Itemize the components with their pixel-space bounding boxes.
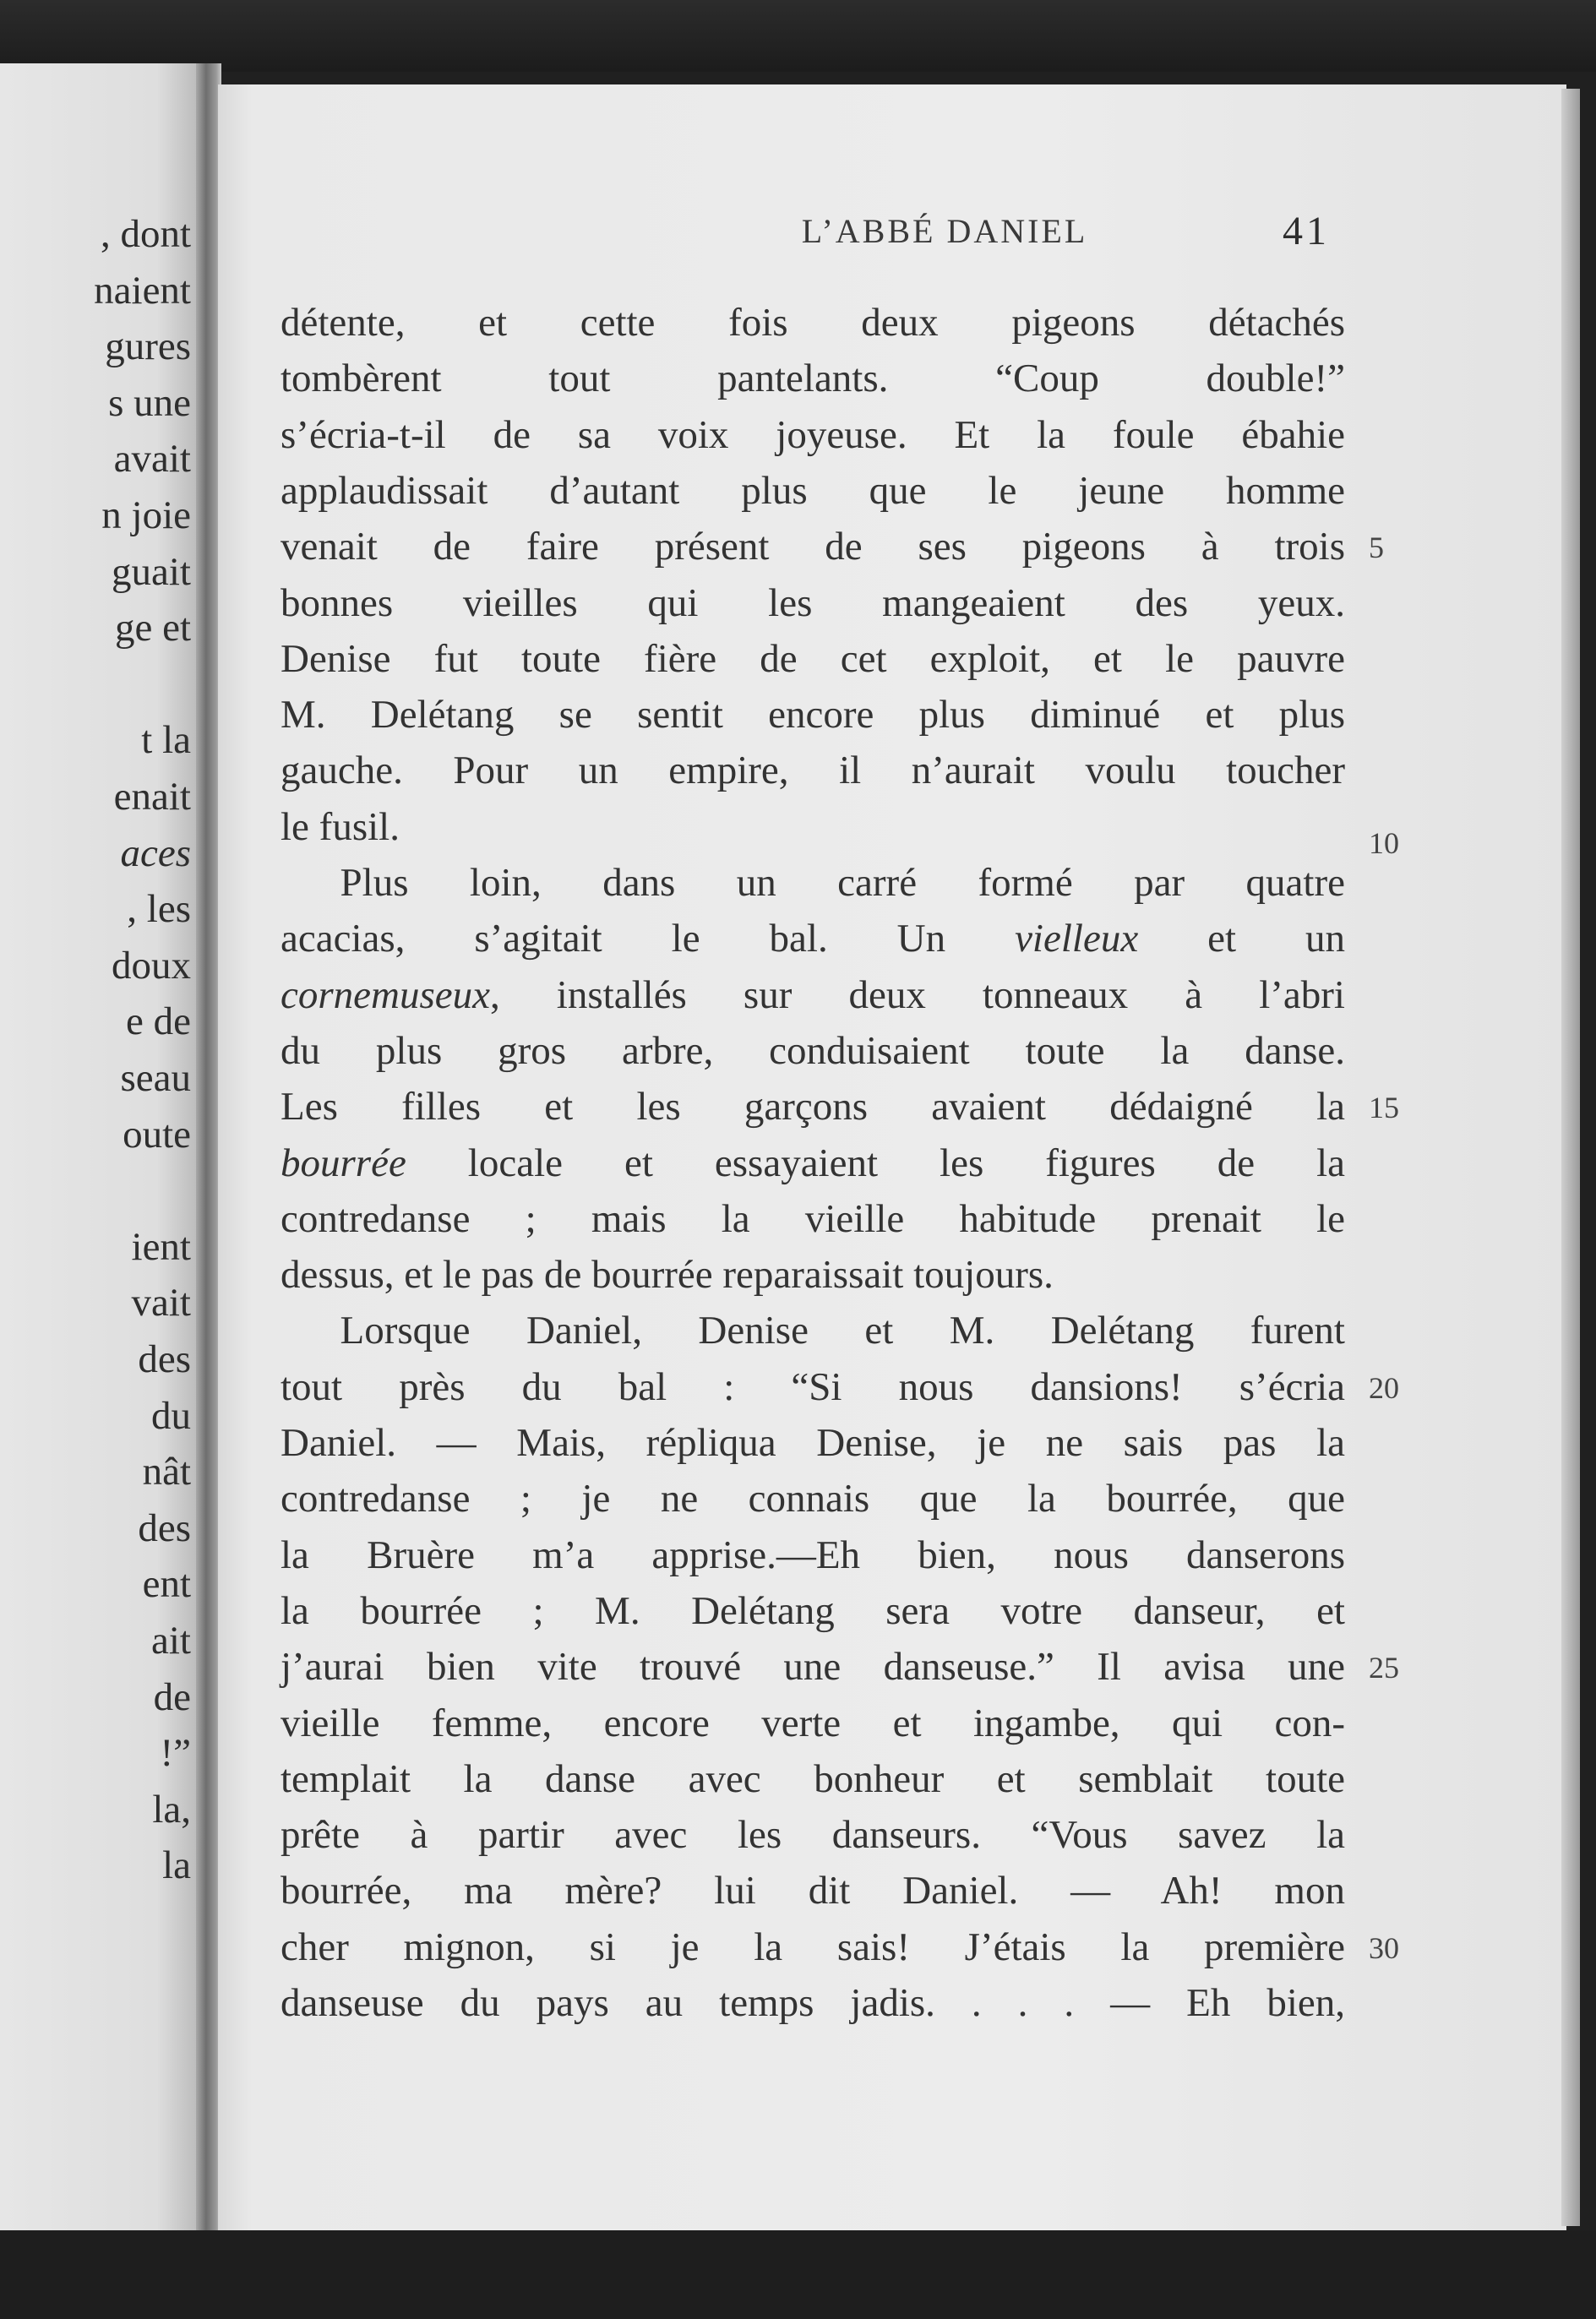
text-line: [281, 353, 1345, 404]
text-segment: détente, et cette fois deux pigeons détachés: [281, 301, 1345, 345]
text-segment: j’aurai bien vite trouvé une danseuse.” Il avisa une: [281, 1645, 1345, 1690]
left-page-line: des: [138, 1505, 191, 1550]
left-page-line: !”: [160, 1731, 191, 1776]
text-segment: du plus gros arbre, conduisaient toute la danse.: [281, 1028, 1345, 1073]
text-line: [281, 297, 1345, 348]
left-page-line: guait: [112, 549, 191, 594]
left-page-line: avait: [113, 437, 191, 482]
text-segment: Denise fut toute fière de cet exploit, et le pauvre: [281, 636, 1345, 681]
line-number: 30: [1369, 1930, 1399, 1965]
text-segment: cher mignon, si je la sais! J’étais la première: [281, 1924, 1345, 1969]
scan-background-bottom: [0, 2230, 1596, 2319]
text-segment: prête à partir avec les danseurs. “Vous savez la: [281, 1813, 1345, 1858]
text-line: [281, 578, 1345, 629]
text-segment: bonnes vieilles qui les mangeaient des yeux.: [281, 580, 1345, 625]
text-line: [281, 1922, 1345, 1973]
left-page-line: seau: [120, 1056, 191, 1100]
text-segment: dessus, et le pas de bourrée reparaissait toujours.: [281, 1253, 1054, 1298]
text-line: [281, 689, 1345, 740]
text-segment: M. Delétang se sentit encore plus diminué et plus: [281, 693, 1345, 738]
left-page-line: vait: [131, 1281, 191, 1326]
text-segment: Daniel. — Mais, répliqua Denise, je ne sais pas la: [281, 1421, 1345, 1465]
text-segment: applaudissait d’autant plus que le jeune homme: [281, 468, 1345, 513]
text-segment: venait de faire présent de ses pigeons à trois: [281, 525, 1345, 569]
left-page-line: n joie: [101, 493, 191, 537]
text-line: [281, 970, 1345, 1021]
left-page-line: des: [138, 1337, 191, 1381]
left-page-line: la: [162, 1843, 191, 1888]
text-line: [281, 1362, 1345, 1413]
left-page-line: la,: [152, 1787, 191, 1832]
text-segment: le fusil.: [281, 804, 400, 849]
text-line: [281, 634, 1345, 684]
text-line: [281, 1810, 1345, 1860]
text-line: [281, 913, 1345, 964]
text-segment: gauche. Pour un empire, il n’aurait voulu toucher: [281, 749, 1345, 793]
left-page-line: gures: [105, 324, 191, 369]
text-line: [281, 745, 1345, 796]
text-line: [281, 1249, 1345, 1300]
left-page-line: naient: [94, 268, 191, 313]
text-segment: danseuse du pays au temps jadis. . . . — Eh bien,: [281, 1981, 1345, 2025]
text-segment: la bourrée ; M. Delétang sera votre danseur, et: [281, 1588, 1345, 1633]
text-line: [281, 1081, 1345, 1132]
left-page-line: e de: [126, 999, 191, 1044]
text-segment: bourrée, ma mère? lui dit Daniel. — Ah! mon: [281, 1869, 1345, 1913]
italic-text: cornemuseux: [281, 972, 490, 1017]
text-line: [281, 1305, 1345, 1356]
left-page-line: aces: [120, 830, 191, 875]
text-segment: Lorsque Daniel, Denise et M. Delétang furent: [281, 1309, 1345, 1353]
text-line: [281, 857, 1345, 908]
right-page: [218, 84, 1566, 2230]
text-segment: s’écria-t-il de sa voix joyeuse. Et la foule ébahie: [281, 412, 1345, 457]
text-line: [281, 1530, 1345, 1581]
left-page-line: nât: [142, 1450, 191, 1494]
text-line: [281, 1026, 1345, 1076]
text-segment: tombèrent tout pantelants. “Coup double!”: [281, 357, 1345, 401]
text-segment: et un: [1138, 917, 1345, 961]
text-segment: tout près du bal : “Si nous dansions! s’écria: [281, 1364, 1345, 1409]
text-line: [281, 1754, 1345, 1805]
left-page-line: oute: [123, 1112, 191, 1157]
text-line: [281, 1698, 1345, 1749]
running-head: L’ABBÉ DANIEL: [801, 212, 1088, 250]
text-line: [281, 410, 1345, 460]
text-segment: , installés sur deux tonneaux à l’abri: [489, 972, 1345, 1017]
text-segment: vieille femme, encore verte et ingambe, qui con-: [281, 1701, 1345, 1745]
text-line: [281, 1194, 1345, 1244]
left-page-line: enait: [113, 775, 191, 819]
left-page-line: du: [151, 1393, 191, 1438]
left-page-fragment: [0, 63, 196, 2235]
left-page-line: de: [153, 1674, 191, 1719]
text-segment: contredanse ; mais la vieille habitude prenait le: [281, 1196, 1345, 1241]
text-line: [281, 1586, 1345, 1636]
text-line: [281, 1138, 1345, 1189]
text-line: [281, 465, 1345, 516]
left-page-line: t la: [141, 718, 191, 763]
page-edge: [1561, 89, 1580, 2226]
left-page-line: ent: [142, 1562, 191, 1607]
page-number: 41: [1283, 209, 1330, 253]
text-line: [281, 1473, 1345, 1524]
left-page-line: ge et: [114, 606, 191, 651]
text-segment: Plus loin, dans un carré formé par quatre: [281, 861, 1345, 905]
text-line: [281, 521, 1345, 572]
left-page-line: doux: [112, 943, 191, 988]
line-number: 20: [1369, 1370, 1399, 1405]
text-segment: locale et essayaient les figures de la: [406, 1140, 1345, 1185]
text-segment: Les filles et les garçons avaient dédaigné la: [281, 1085, 1345, 1130]
italic-text: vielleux: [1015, 917, 1139, 961]
left-page-line: s une: [108, 380, 191, 425]
text-segment: acacias, s’agitait le bal. Un: [281, 917, 1016, 961]
text-line: [281, 1641, 1345, 1692]
text-line: [281, 1865, 1345, 1916]
line-number: 15: [1369, 1091, 1399, 1125]
line-number: 25: [1369, 1651, 1399, 1685]
text-line: [281, 1418, 1345, 1468]
text-segment: contredanse ; je ne connais que la bourrée, que: [281, 1477, 1345, 1522]
scan-background-top: [0, 0, 1596, 72]
text-segment: templait la danse avec bonheur et semblait toute: [281, 1756, 1345, 1801]
left-page-line: ait: [151, 1619, 191, 1663]
text-line: [281, 1978, 1345, 2028]
left-page-line: ient: [131, 1224, 191, 1269]
italic-text: bourrée: [281, 1140, 406, 1185]
text-line: [281, 802, 1345, 852]
left-page-line: , les: [127, 887, 191, 932]
text-segment: la Bruère m’a apprise.—Eh bien, nous danserons: [281, 1532, 1345, 1577]
left-page-line: , dont: [100, 212, 191, 256]
line-number: 10: [1369, 825, 1399, 860]
line-number: 5: [1369, 531, 1384, 565]
